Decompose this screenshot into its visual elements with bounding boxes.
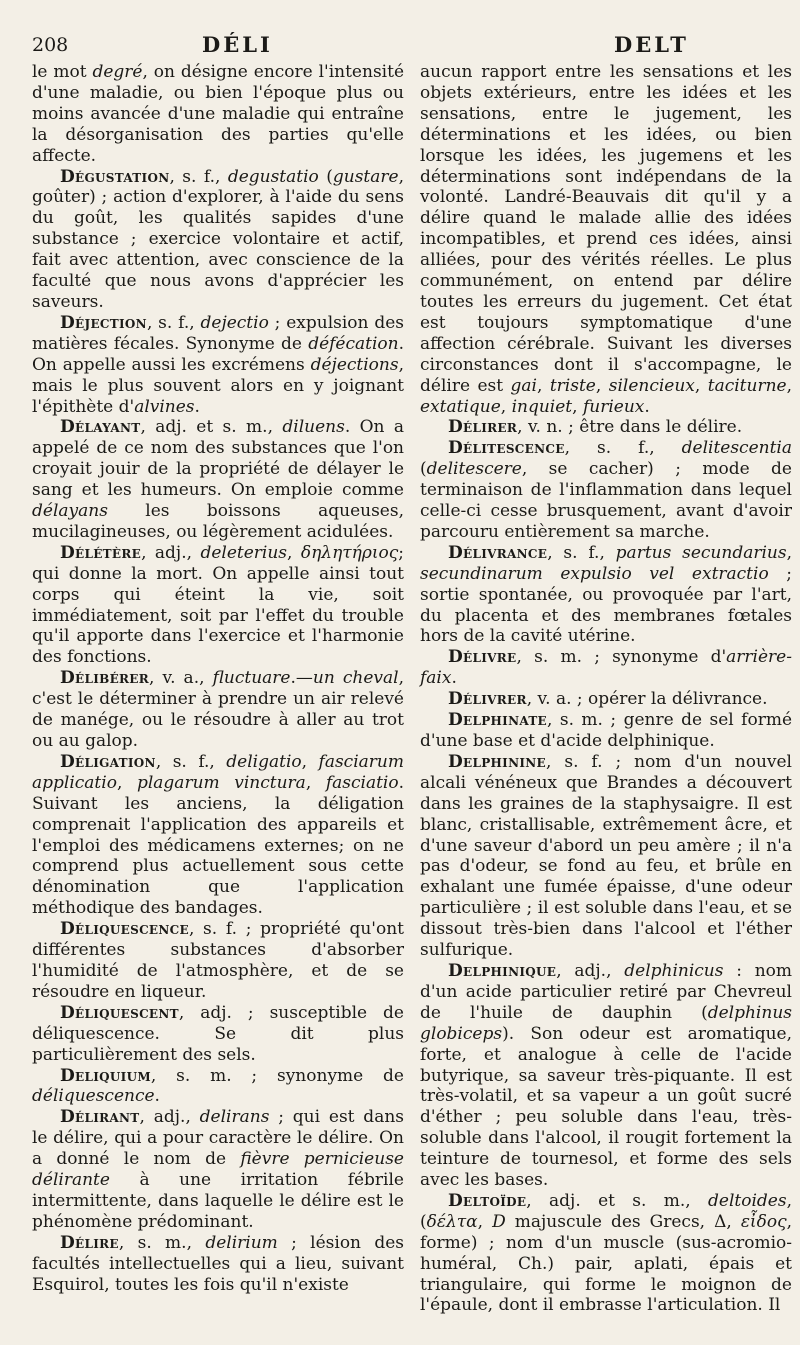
- entry-text: .: [194, 396, 200, 417]
- italic-text: deligatio: [226, 751, 302, 772]
- entry-text: ,: [301, 751, 319, 772]
- continued-text: [420, 62, 792, 417]
- italic-text: furieux: [582, 396, 645, 417]
- headword: Delphinique: [448, 960, 557, 981]
- italic-text: diluens: [282, 417, 345, 438]
- headword: Déligation: [60, 751, 156, 772]
- entry-text: , adj.,: [141, 542, 201, 563]
- dictionary-entry: [32, 417, 404, 542]
- entry-text: , goûter) ; action d'explorer, à l'aide du sens du goût, les qualités sapides d'une substance ; exercice volontaire et actif, fait avec attention, avec conscience de la faculté que nous avons d'apprécier les saveurs.: [32, 166, 404, 312]
- headword: Délétère: [60, 542, 142, 563]
- headword: Déliquescence: [60, 919, 189, 940]
- dictionary-entry: [420, 752, 792, 961]
- italic-text: delirium: [205, 1232, 278, 1253]
- page-number: 208: [32, 34, 69, 56]
- italic-text: degré: [92, 62, 143, 82]
- entry-text: , s. m. ; synonyme de: [150, 1065, 404, 1086]
- dictionary-entry: [420, 710, 792, 752]
- italic-text: gustare: [332, 166, 399, 187]
- entry-text: , s. m. ; genre de sel formé d'une base et d'acide delphinique.: [420, 710, 792, 751]
- italic-text: taciturne: [707, 375, 787, 396]
- dictionary-entry: [32, 167, 404, 313]
- italic-text: plagarum vinctura: [136, 772, 306, 793]
- entry-text: , s. f. ; nom d'un nouvel alcali vénéneux que Brandes a découvert dans les graines de la staphysaigre. Il est blanc, cristallisable, extrêmement âcre, et d'une saveur d'abord un peu amère ; il n'a pas d'odeur, se fond au feu, et brûle en exhalant une fumée épaisse, d'une odeur particulière ; il est soluble dans l'eau, et se dissout très-bien dans l'alcool et l'éther sulfurique.: [420, 751, 792, 961]
- entry-text: , v. a. ; opérer la délivrance.: [526, 689, 768, 710]
- entry-text: , on désigne encore l'intensité d'une maladie, ou bien l'époque plus ou moins avancée d'une maladie qui entraîne la désorganisation des parties qu'elle affecte.: [32, 62, 404, 166]
- entry-text: (: [318, 166, 333, 187]
- italic-text: fluctuare: [212, 668, 291, 689]
- dictionary-entry: [32, 752, 404, 919]
- entry-text: , v. n. ; être dans le délire.: [517, 417, 743, 438]
- dictionary-entry: [420, 961, 792, 1191]
- dictionary-entry: [420, 543, 792, 648]
- headword: Deltoïde: [448, 1190, 527, 1211]
- entry-text: , adj.,: [556, 960, 625, 981]
- headword: Délirer: [448, 417, 518, 438]
- continued-text: [32, 62, 404, 167]
- entry-text: ,: [477, 1211, 493, 1232]
- entry-text: , adj.,: [139, 1107, 200, 1128]
- entry-text: ; qui donne la mort. On appelle ainsi tout corps qui éteint la vie, soit immédiatement, soit par l'effet du trouble qu'il apporte dans l'exercice et l'harmonie des fonctions.: [32, 542, 404, 668]
- italic-text: silencieux: [608, 375, 695, 396]
- entry-text: .: [644, 396, 650, 417]
- headword: Déjection: [60, 312, 147, 333]
- entry-text: , s. m. ; synonyme d': [516, 647, 727, 668]
- entry-text: , s. f.,: [564, 438, 682, 459]
- entry-text: , v. a.,: [149, 668, 213, 689]
- italic-text: alvines: [134, 396, 195, 417]
- entry-text: ; expulsion des matières fécales. Synonyme de: [32, 312, 404, 354]
- running-title-right: DELT: [614, 32, 689, 57]
- italic-text: δέλτα: [426, 1211, 478, 1232]
- entry-text: . On a appelé de ce nom des substances que l'on croyait jouir de la propriété de délayer le sang et les humeurs. On emploie comme: [32, 417, 404, 501]
- italic-text: delphinus globiceps: [420, 1002, 792, 1044]
- entry-text: , c'est le déterminer à prendre un air relevé de manége, ou le résoudre à aller au trot ou au galop.: [32, 668, 404, 751]
- entry-text: , forme) ; nom d'un muscle (sus-acromio-huméral, Ch.) pair, aplati, épais et triangulaire, qui forme le moignon de l'épaule, dont il embrasse l'articulation. Il: [420, 1211, 792, 1316]
- entry-text: , s. f.,: [169, 166, 228, 187]
- dictionary-entry: [32, 668, 404, 752]
- headword: Delphinate: [448, 710, 547, 731]
- headword: Delphinine: [448, 751, 546, 772]
- entry-text: ,: [694, 375, 708, 396]
- italic-text: fasciarum applicatio: [32, 751, 404, 793]
- entry-text: , s. f.,: [547, 542, 616, 563]
- entry-text: ,: [595, 375, 609, 396]
- entry-text: , s. f.,: [155, 751, 227, 772]
- italic-text: delitescere: [426, 459, 522, 480]
- entry-text: (: [420, 459, 427, 480]
- entry-text: , adj. et s. m.,: [526, 1190, 709, 1211]
- italic-text: secundinarum expulsio vel extractio: [420, 563, 769, 584]
- italic-text: déjections: [310, 354, 399, 375]
- entry-text: , adj. et s. m.,: [140, 417, 283, 438]
- entry-text: ,: [500, 396, 512, 417]
- entry-text: ; sortie spontanée, ou provoquée par l'art, du placenta et des membranes fœtales hors de la cavité utérine.: [420, 563, 792, 647]
- italic-text: extatique: [420, 396, 501, 417]
- dictionary-entry: [420, 689, 792, 710]
- entry-text: , adj. ; susceptible de déliquescence. Se dit plus particulièrement des sels.: [32, 1002, 404, 1065]
- italic-text: arrière-faix: [420, 647, 792, 689]
- italic-text: gai: [510, 375, 537, 396]
- dictionary-entry: [420, 438, 792, 543]
- entry-text: ,: [786, 375, 792, 396]
- dictionary-entry: [32, 1003, 404, 1066]
- entry-text: aucun rapport entre les sensations et les objets extérieurs, entre les idées et les sensations, entre le jugement, les déterminations et les idées, ou bien lorsque les idées, les jugemens et les déterminations sont indépendans de la volonté. Landré-Beauvais dit qu'il y a délire quand le malade allie des idées incompatibles, et prend ces idées, ainsi alliées, pour des vérités réelles. Le plus communément, on entend par délire toutes les erreurs du jugement. Cet état est toujours symptomatique d'une affection cérébrale. Suivant les diverses circonstances dont il s'accompagne, le délire est: [420, 62, 792, 396]
- italic-text: deltoides: [708, 1190, 787, 1211]
- italic-text: partus secundarius: [615, 542, 787, 563]
- entry-text: ; qui est dans le délire, qui a pour caractère le délire. On a donné le nom de: [32, 1107, 405, 1170]
- dictionary-entry: [32, 543, 404, 668]
- headword: Délitescence: [448, 438, 565, 459]
- entry-text: , s. m.,: [118, 1232, 206, 1253]
- dictionary-entry: [420, 1191, 792, 1316]
- italic-text: triste: [549, 375, 596, 396]
- headword: Délivre: [448, 647, 517, 668]
- dictionary-entry: [32, 919, 404, 1003]
- entry-text: ). Son odeur est aromatique, forte, et analogue à celle de l'acide butyrique, sa saveur très-piquante. Il est très-volatil, et sa vapeur a un goût sucré d'éther ; peu soluble dans l'eau, très-soluble dans l'alcool, il rougit fortement la teinture de tournesol, et forme des sels avec les bases.: [420, 1023, 792, 1191]
- entry-text: .: [154, 1086, 160, 1107]
- entry-text: ,: [116, 772, 137, 793]
- entry-text: ,: [305, 772, 326, 793]
- entry-text: majuscule des Grecs, Δ,: [505, 1211, 741, 1232]
- headword: Deliquium: [60, 1065, 151, 1086]
- entry-text: .: [451, 668, 457, 689]
- headword: Délire: [60, 1232, 119, 1253]
- entry-text: , s. f. ; propriété qu'ont différentes substances d'absorber l'humidité de l'atmosphère, et de se résoudre en liqueur.: [32, 919, 404, 1002]
- entry-text: , (: [420, 1190, 792, 1232]
- entry-text: ,: [287, 542, 301, 563]
- entry-text: , s. f.,: [146, 312, 201, 333]
- italic-text: inquiet: [511, 396, 573, 417]
- italic-text: délayans: [32, 501, 108, 522]
- entry-text: , se cacher) ; mode de terminaison de l'inflammation dans lequel celle-ci cesse brusquement, avant d'avoir parcouru entièrement sa marche.: [420, 459, 792, 542]
- dictionary-entry: [420, 647, 792, 689]
- headword: Déliquescent: [60, 1002, 179, 1023]
- entry-text: le mot: [32, 62, 93, 82]
- entry-text: . On appelle aussi les excrémens: [32, 333, 404, 375]
- italic-text: D: [492, 1211, 506, 1232]
- left-column: [32, 62, 404, 1295]
- entry-text: , mais le plus souvent alors en y joignant l'épithète d': [32, 354, 404, 417]
- italic-text: défécation: [308, 333, 399, 354]
- headword: Délibérer: [60, 668, 150, 689]
- entry-text: les boissons aqueuses, mucilagineuses, ou légèrement acidulées.: [32, 501, 404, 542]
- headword: Délivrance: [448, 542, 548, 563]
- entry-text: ; lésion des facultés intellectuelles qui a lieu, suivant Esquirol, toutes les fois qu'il n'existe: [32, 1232, 404, 1295]
- entry-text: à une irritation fébrile intermittente, dans laquelle le délire est le phénomène prédominant.: [32, 1170, 404, 1232]
- italic-text: degustatio: [227, 166, 319, 187]
- entry-text: ,: [536, 375, 550, 396]
- headword: Délayant: [60, 417, 141, 438]
- italic-text: delitescentia: [681, 438, 792, 459]
- headword: Dégustation: [60, 166, 170, 187]
- entry-text: . Suivant les anciens, la déligation comprenait l'application des appareils et l'emploi des médicamens externes; on ne comprend plus actuellement sous cette dénomination que l'application méthodique des bandages.: [32, 772, 404, 919]
- italic-text: fasciatio: [325, 772, 399, 793]
- dictionary-entry: [32, 1107, 404, 1232]
- dictionary-entry: [32, 1233, 404, 1296]
- right-column: [420, 62, 792, 1316]
- dictionary-entry: [420, 417, 792, 438]
- headword: Délirant: [60, 1107, 140, 1128]
- italic-text: un cheval: [312, 668, 399, 689]
- italic-text: εἶδος: [740, 1211, 787, 1232]
- italic-text: delirans: [199, 1107, 270, 1128]
- page-header: [32, 26, 788, 60]
- italic-text: delphinicus: [624, 960, 724, 981]
- italic-text: dejectio: [200, 312, 269, 333]
- entry-text: .—: [290, 668, 313, 689]
- headword: Délivrer: [448, 689, 527, 710]
- italic-text: déliquescence: [32, 1086, 155, 1107]
- dictionary-entry: [32, 1066, 404, 1108]
- entry-text: ,: [786, 542, 792, 563]
- italic-text: deleterius: [200, 542, 288, 563]
- entry-text: ,: [572, 396, 583, 417]
- italic-text: δηλητήριος: [300, 542, 399, 563]
- entry-text: : nom d'un acide particulier retiré par Chevreul de l'huile de dauphin (: [420, 960, 793, 1023]
- dictionary-entry: [32, 313, 404, 418]
- running-title-left: DÉLI: [202, 32, 273, 57]
- italic-text: fièvre pernicieuse délirante: [32, 1149, 404, 1191]
